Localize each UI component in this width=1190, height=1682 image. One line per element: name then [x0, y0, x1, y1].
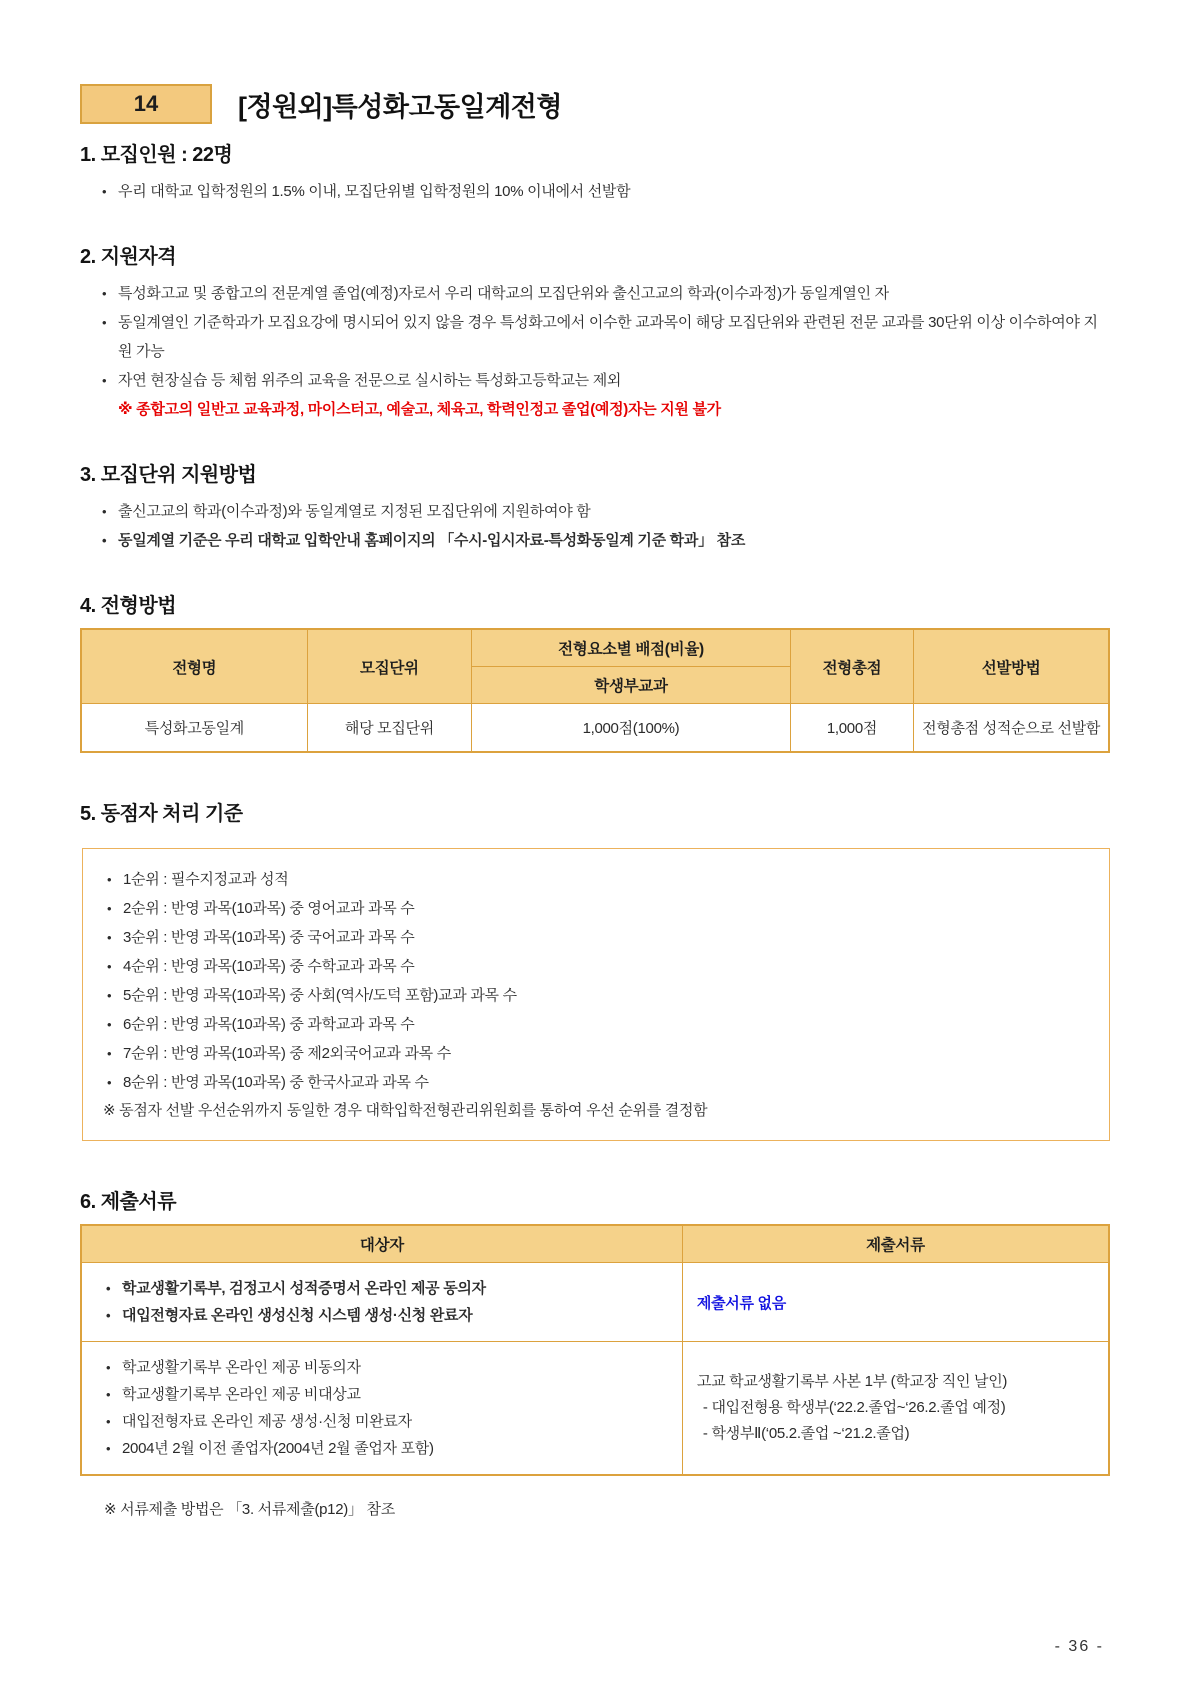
docs-item: - 대입전형용 학생부(‘22.2.졸업~‘26.2.졸업 예정) [702, 1399, 1006, 1416]
target-item: • 학교생활기록부, 검정고시 성적증명서 온라인 제공 동의자 [106, 1275, 668, 1302]
target-item: • 대입전형자료 온라인 제공 생성·신청 미완료자 [106, 1408, 668, 1435]
section-documents [80, 1185, 1110, 1519]
bullet-item: • 자연 현장실습 등 체험 위주의 교육을 전문으로 실시하는 특성화고등학교는 제외 [102, 366, 1110, 395]
target-list [96, 1354, 668, 1462]
document-header [80, 84, 1110, 124]
docs-none-label: 제출서류 없음 [696, 1294, 786, 1312]
table-row [81, 704, 1109, 752]
tiebreaker-note: ※ 동점자 선발 우선순위까지 동일한 경우 대학입학전형관리위원회를 통하여 우선 순위를 결정함 [103, 1101, 708, 1119]
column-subheader-subject: 학생부교과 [472, 667, 791, 704]
reference-note: • 동일계열 기준은 우리 대학교 입학안내 홈페이지의 「수시-입시자료-특성화동일계 기준 학과」 참조 [102, 526, 1110, 555]
tiebreaker-item: • 7순위 : 반영 과목(10과목) 중 제2외국어교과 과목 수 [107, 1039, 1089, 1068]
bullet-item: • 우리 대학교 입학정원의 1.5% 이내, 모집단위별 입학정원의 10% 이내에서 선발함 [102, 177, 1110, 206]
table-row [81, 1263, 1109, 1342]
screening-method-table [80, 628, 1110, 753]
restriction-note: ※ 종합고의 일반고 교육과정, 마이스터고, 예술고, 체육고, 학력인정고 졸업(예정)자는 지원 불가 [118, 401, 721, 418]
section-recruitment-count [80, 138, 1110, 206]
cell-target-online [81, 1263, 682, 1342]
bullet-list [80, 279, 1110, 395]
section-tiebreaker [80, 797, 1110, 1142]
column-header-elements: 전형요소별 배점(비율) [472, 629, 791, 667]
target-item: • 학교생활기록부 온라인 제공 비대상교 [106, 1381, 668, 1408]
column-header-total: 전형총점 [790, 629, 913, 704]
bullet-item: • 출신고교의 학과(이수과정)와 동일계열로 지정된 모집단위에 지원하여야 함 [102, 497, 1110, 526]
bullet-item: • 동일계열인 기준학과가 모집요강에 명시되어 있지 않을 경우 특성화고에서 이수한 교과목이 해당 모집단위와 관련된 전문 교과를 30단위 이상 이수하여야 지원 가능 [102, 308, 1110, 366]
cell-unit: 해당 모집단위 [307, 704, 471, 752]
column-header-method: 선발방법 [914, 629, 1109, 704]
submission-footnote: ※ 서류제출 방법은 「3. 서류제출(p12)」 참조 [104, 1501, 395, 1518]
bullet-item: • 특성화고교 및 종합고의 전문계열 졸업(예정)자로서 우리 대학교의 모집단위와 출신고교의 학과(이수과정)가 동일계열인 자 [102, 279, 1110, 308]
docs-title: 고교 학교생활기록부 사본 1부 (학교장 직인 날인) [696, 1373, 1008, 1390]
docs-item: - 학생부Ⅱ(‘05.2.졸업 ~‘21.2.졸업) [702, 1425, 910, 1442]
section-heading: 3. 모집단위 지원방법 [80, 464, 257, 486]
bullet-list [80, 497, 1110, 555]
cell-docs-none [682, 1263, 1109, 1342]
column-header-docs: 제출서류 [682, 1225, 1109, 1263]
section-eligibility [80, 240, 1110, 424]
table-row [81, 1342, 1109, 1476]
page-title: [정원외]특성화고동일계전형 [238, 91, 562, 122]
tiebreaker-box [82, 848, 1110, 1142]
target-list [96, 1275, 668, 1329]
tiebreaker-item: • 2순위 : 반영 과목(10과목) 중 영어교과 과목 수 [107, 894, 1089, 923]
page-number: - 36 - [1054, 1638, 1104, 1655]
tiebreaker-item: • 5순위 : 반영 과목(10과목) 중 사회(역사/도덕 포함)교과 과목 수 [107, 981, 1089, 1010]
column-header-target: 대상자 [81, 1225, 682, 1263]
tiebreaker-item: • 4순위 : 반영 과목(10과목) 중 수학교과 과목 수 [107, 952, 1089, 981]
cell-score: 1,000점(100%) [472, 704, 791, 752]
target-item: • 학교생활기록부 온라인 제공 비동의자 [106, 1354, 668, 1381]
tiebreaker-item: • 3순위 : 반영 과목(10과목) 중 국어교과 과목 수 [107, 923, 1089, 952]
cell-total: 1,000점 [790, 704, 913, 752]
section-heading: 6. 제출서류 [80, 1191, 177, 1213]
section-screening-method [80, 589, 1110, 753]
section-heading: 1. 모집인원 : 22명 [80, 144, 233, 166]
bullet-list [80, 177, 1110, 206]
cell-method: 전형총점 성적순으로 선발함 [914, 704, 1109, 752]
section-heading: 5. 동점자 처리 기준 [80, 802, 243, 825]
section-application-method [80, 458, 1110, 555]
tiebreaker-item: • 8순위 : 반영 과목(10과목) 중 한국사교과 과목 수 [107, 1068, 1089, 1097]
target-item: • 2004년 2월 이전 졸업자(2004년 2월 졸업자 포함) [106, 1435, 668, 1462]
section-number-badge: 14 [80, 84, 212, 124]
section-heading: 4. 전형방법 [80, 595, 177, 617]
tiebreaker-list [103, 865, 1089, 1097]
section-heading: 2. 지원자격 [80, 246, 177, 268]
tiebreaker-item: • 1순위 : 필수지정교과 성적 [107, 865, 1089, 894]
cell-target-offline [81, 1342, 682, 1476]
column-header-unit: 모집단위 [307, 629, 471, 704]
column-header-name: 전형명 [81, 629, 307, 704]
cell-track-name: 특성화고동일계 [81, 704, 307, 752]
cell-docs-required [682, 1342, 1109, 1476]
target-item: • 대입전형자료 온라인 생성신청 시스템 생성·신청 완료자 [106, 1302, 668, 1329]
documents-table [80, 1224, 1110, 1476]
tiebreaker-item: • 6순위 : 반영 과목(10과목) 중 과학교과 과목 수 [107, 1010, 1089, 1039]
